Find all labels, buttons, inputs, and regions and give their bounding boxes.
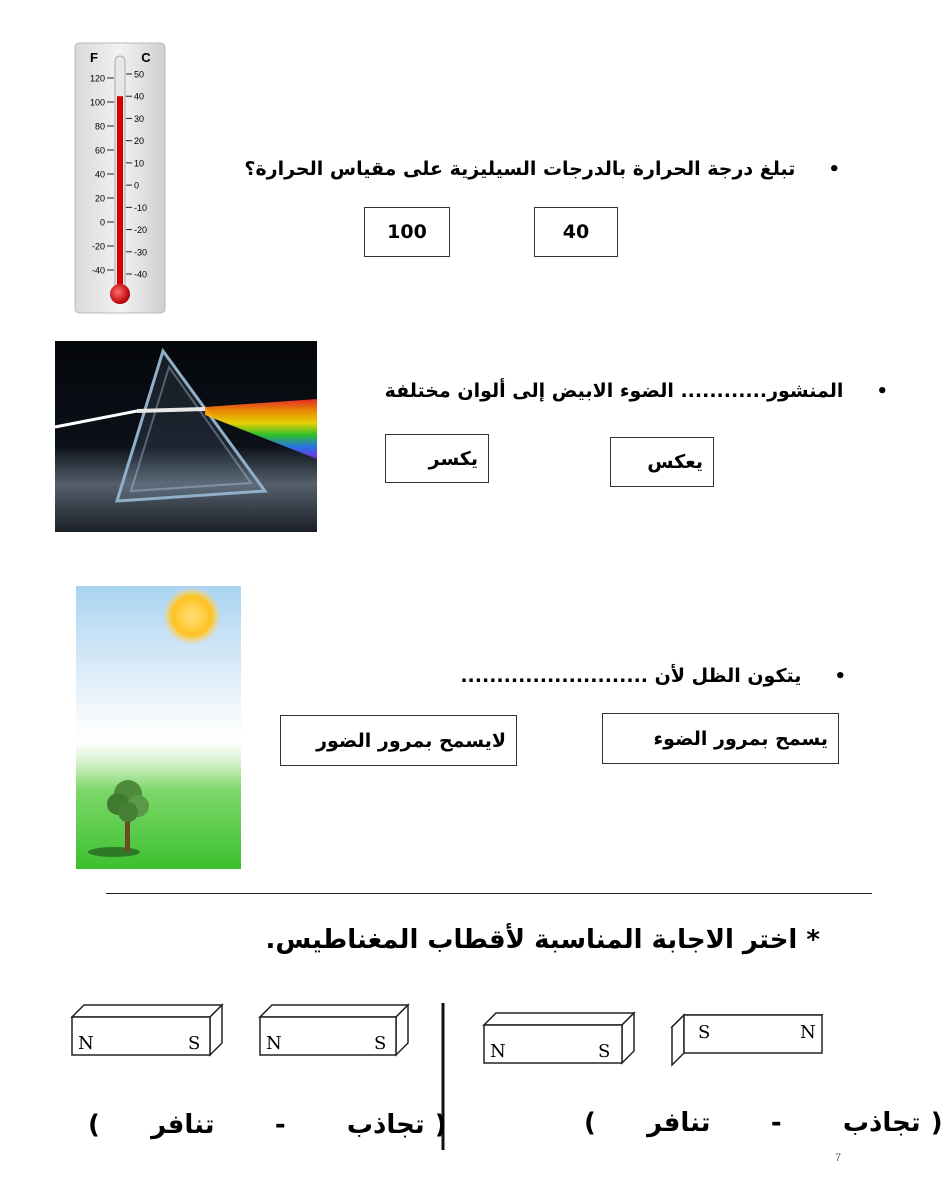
section-title-text: * اختر الاجابة المناسبة لأقطاب المغناطيس. bbox=[265, 925, 820, 955]
q1-option-100-label: 100 bbox=[387, 221, 427, 243]
f-tick-label: -40 bbox=[91, 265, 105, 276]
c-tick-label: 30 bbox=[134, 113, 145, 124]
question-3 bbox=[460, 665, 846, 687]
bullet: • bbox=[828, 159, 840, 180]
c-tick-label: 0 bbox=[134, 180, 140, 191]
q3-option-allows-light[interactable] bbox=[602, 713, 839, 764]
magnet-left-1 bbox=[72, 1005, 222, 1055]
choice-attract[interactable]: تجاذب bbox=[842, 1108, 921, 1138]
question-1-text: تبلغ درجة الحرارة بالدرجات السيليزية على مقياس الحرارة؟ bbox=[244, 158, 796, 180]
c-tick-label: -20 bbox=[134, 225, 148, 236]
f-tick-label: 100 bbox=[89, 97, 105, 108]
unit-f-label: F bbox=[90, 50, 98, 65]
magnet-pole-label: S bbox=[598, 1041, 611, 1062]
c-tick-label: -30 bbox=[134, 247, 148, 258]
q2-option-refract[interactable] bbox=[385, 434, 489, 483]
magnet-choice-left bbox=[88, 1110, 448, 1140]
magnet-choice-right bbox=[584, 1108, 944, 1138]
choice-attract[interactable]: تجاذب bbox=[346, 1110, 425, 1140]
q2-option-reflect-label: يعكس bbox=[647, 451, 703, 473]
magnet-right-1 bbox=[484, 1013, 634, 1063]
magnet-pole-label: N bbox=[800, 1022, 816, 1043]
c-tick-label: 10 bbox=[134, 158, 145, 169]
paren-open: ( bbox=[434, 1110, 448, 1140]
section-divider bbox=[106, 893, 872, 894]
choice-separator: - bbox=[770, 1108, 783, 1138]
f-tick-label: 80 bbox=[94, 121, 105, 132]
question-2 bbox=[385, 380, 888, 402]
magnet-left-2 bbox=[260, 1005, 408, 1055]
f-tick-label: 40 bbox=[94, 169, 105, 180]
magnet-pole-label: N bbox=[78, 1033, 94, 1054]
shadow-scene-image bbox=[76, 586, 241, 869]
thermometer-image bbox=[74, 42, 166, 314]
q3-option-blocks-light-label: لايسمح بمرور الضور bbox=[316, 729, 506, 752]
choice-repel[interactable]: تنافر bbox=[151, 1110, 215, 1140]
section-title bbox=[265, 925, 820, 955]
q1-option-40[interactable] bbox=[534, 207, 618, 257]
c-tick-label: -40 bbox=[134, 269, 148, 280]
question-3-text: يتكون الظل لأن .......................... bbox=[460, 665, 802, 687]
c-tick-label: -10 bbox=[134, 202, 148, 213]
q2-option-refract-label: يكسر bbox=[428, 447, 478, 470]
paren-open: ( bbox=[930, 1108, 944, 1138]
c-tick-label: 20 bbox=[134, 136, 145, 147]
f-tick-label: 60 bbox=[94, 145, 105, 156]
magnet-pole-label: S bbox=[188, 1033, 201, 1054]
page-number: 7 bbox=[835, 1152, 842, 1164]
choice-repel[interactable]: تنافر bbox=[647, 1108, 711, 1138]
choice-separator: - bbox=[274, 1110, 287, 1140]
q1-option-40-label: 40 bbox=[562, 221, 590, 243]
bullet: • bbox=[834, 666, 846, 687]
thermometer-graphic bbox=[74, 42, 166, 314]
q2-option-reflect[interactable] bbox=[610, 437, 714, 487]
f-tick-label: -20 bbox=[91, 241, 105, 252]
unit-c-label: C bbox=[141, 50, 151, 65]
question-2-text: المنشور............ الضوء الابيض إلى ألوان مختلفة bbox=[384, 380, 844, 402]
prism-image bbox=[55, 341, 317, 532]
magnet-pole-label: N bbox=[266, 1033, 282, 1054]
question-1 bbox=[244, 158, 840, 180]
prism-graphic bbox=[55, 341, 317, 532]
shadow-scene-graphic bbox=[76, 586, 241, 869]
magnet-pole-label: S bbox=[698, 1022, 711, 1043]
bullet: • bbox=[876, 381, 888, 402]
c-tick-label: 40 bbox=[134, 91, 145, 102]
f-tick-label: 120 bbox=[89, 73, 105, 84]
c-tick-label: 50 bbox=[134, 69, 145, 80]
paren-close: ) bbox=[88, 1110, 101, 1140]
paren-close: ) bbox=[584, 1108, 597, 1138]
magnet-pole-label: S bbox=[374, 1033, 387, 1054]
f-tick-label: 0 bbox=[99, 217, 105, 228]
magnet-pole-label: N bbox=[490, 1041, 506, 1062]
q3-option-allows-light-label: يسمح بمرور الضوء bbox=[653, 727, 828, 750]
magnet-right-2 bbox=[672, 1015, 822, 1065]
f-tick-label: 20 bbox=[94, 193, 105, 204]
q3-option-blocks-light[interactable] bbox=[280, 715, 517, 766]
q1-option-100[interactable] bbox=[364, 207, 450, 257]
